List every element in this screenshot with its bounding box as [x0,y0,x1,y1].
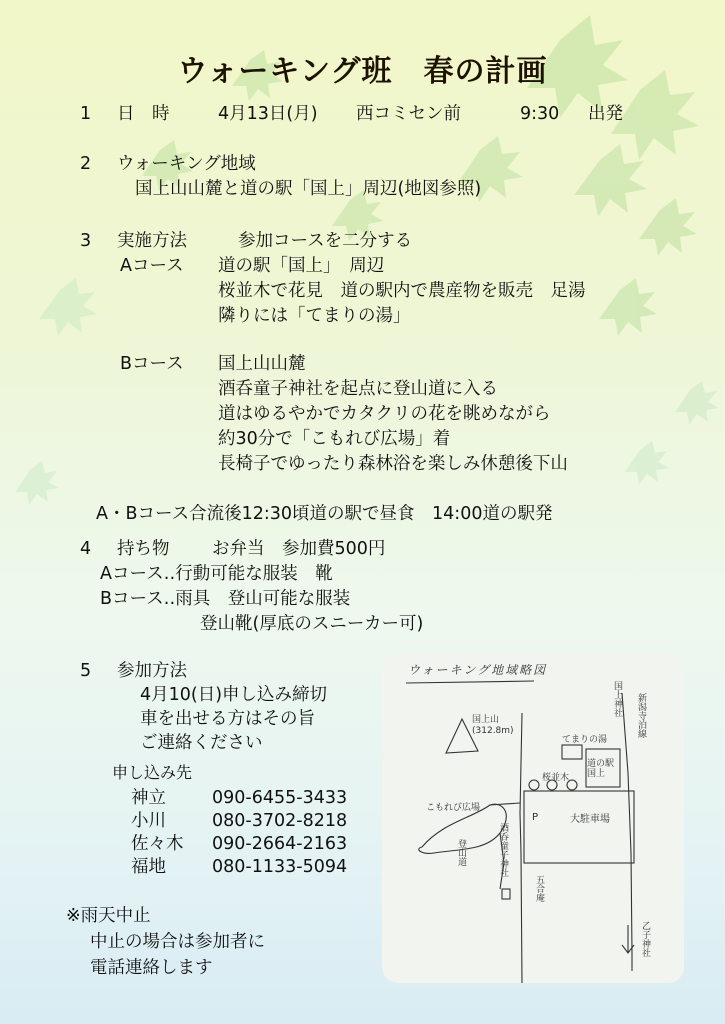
section-2-label: ウォーキング地域 [117,154,256,174]
section-1-label: 日 時 [117,104,170,124]
map-label-mountain-alt: (312.8m) [472,726,514,736]
contact-phone: 090-2664-2163 [212,834,348,854]
contact-phone: 080-3702-8218 [212,811,348,831]
contact-phone: 080-1133-5094 [212,857,348,877]
items-course-b: Bコース‥雨具 登山可能な服装 [100,589,351,609]
section-4-label: 持ち物 [117,539,170,559]
section-4-number: 4 [80,539,92,559]
car-line: 車を出せる方はその旨 [140,709,315,729]
map-title: ウォーキング地域略図 [408,663,548,677]
map-label-shrine: 酒呑童子神社 [498,823,508,877]
section-3-number: 3 [80,231,92,251]
deadline-line: 4月10(日)申し込み締切 [140,685,328,705]
course-a-line: 道の駅「国上」 周辺 [218,256,385,276]
rain-note-line: 中止の場合は参加者に [90,932,265,952]
section-5-number: 5 [80,661,92,681]
contact-label: 申し込み先 [112,763,193,782]
contact-phone: 090-6455-3433 [212,788,348,808]
course-summary: 参加コースを二分する [238,231,413,251]
course-b-label: Bコース [120,354,184,374]
course-a-label: Aコース [120,256,184,276]
map-label-gogo: 五合庵 [534,875,544,902]
area-detail: 国上山山麓と道の駅「国上」周辺(地図参照) [135,179,482,199]
departure-time: 9:30 [520,104,560,124]
map-label-tozando: 登山道 [456,839,466,866]
items-course-b-shoes: 登山靴(厚底のスニーカー可) [200,614,424,634]
meeting-place: 西コミセン前 [356,104,461,124]
contact-name: 小川 [131,811,166,831]
contact-request-line: ご連絡ください [140,733,263,753]
course-a-line: 桜並木で花見 道の駅内で農産物を販売 足湯 [218,281,586,301]
map-label-p: P [532,812,539,823]
course-b-line: 酒呑童子神社を起点に登山道に入る [218,379,498,399]
course-b-line: 長椅子でゆったり森林浴を楽しみ休憩後下山 [218,454,568,474]
departure-label: 出発 [588,104,623,124]
map-label-parking: 大駐車場 [570,814,610,825]
course-b-line: 国上山山麓 [218,354,306,374]
map-label-kugami-shrine: 国上神社 [612,681,622,717]
rain-note-line: 電話連絡します [90,958,213,978]
rain-cancel-note: ※雨天中止 [66,906,151,926]
map-label-mountain: 国上山 [472,715,500,725]
contact-name: 佐々木 [131,834,184,854]
contact-name: 神立 [131,788,166,808]
map-label-shrine2: 乙子神社 [640,921,650,957]
course-b-line: 道はゆるやかでカタクリの花を眺めながら [218,404,551,424]
section-5-label: 参加方法 [117,661,187,681]
section-2-number: 2 [80,154,92,174]
section-3-label: 実施方法 [117,231,187,251]
course-b-line: 約30分で「こもれび広場」着 [218,429,451,449]
items-list: お弁当 参加費500円 [212,539,386,559]
merge-note: A・Bコース合流後12:30頃道の駅で昼食 14:00道の駅発 [96,504,553,524]
area-map [382,653,684,983]
section-1-number: 1 [80,104,92,124]
map-label-temari: てまりの湯 [562,735,608,745]
contact-name: 福地 [131,857,166,877]
map-label-sakura: 桜並木 [542,773,570,783]
course-a-line: 隣りには「てまりの湯」 [218,306,411,326]
items-course-a: Aコース‥行動可能な服装 靴 [100,564,333,584]
map-label-komorebi: こもれび広場 [426,803,481,813]
map-label-michinoeki: 道の駅国上 [587,759,615,779]
map-label-shinjo: 新潟寺泊線 [636,693,646,738]
page-title: ウォーキング班 春の計画 [177,54,548,89]
event-date: 4月13日(月) [218,104,318,124]
